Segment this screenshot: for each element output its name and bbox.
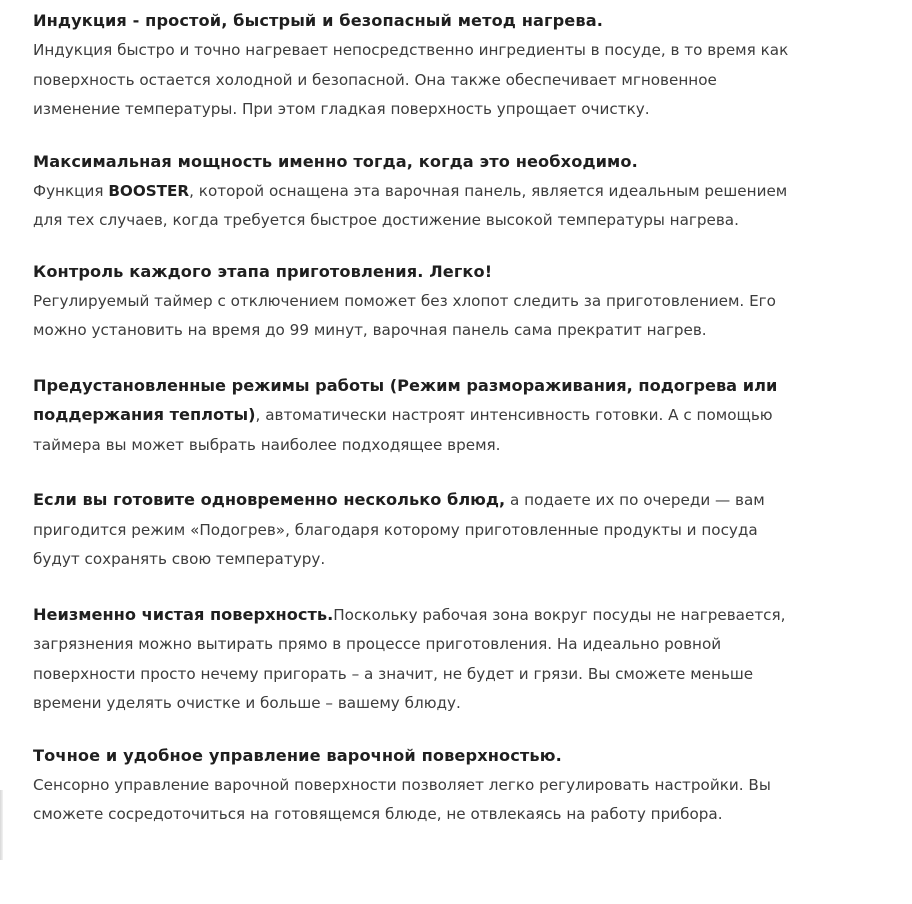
text-fragment: а подаете их по очереди — вам bbox=[505, 491, 765, 509]
text-line: поверхности просто нечему пригорать – а значит, не будет и грязи. Вы сможете меньше bbox=[33, 664, 754, 683]
lead-line: Предустановленные режимы работы (Режим размораживания, подогрева или bbox=[33, 375, 778, 395]
text-fragment: , которой оснащена эта варочная панель, является идеальным решением bbox=[189, 181, 788, 200]
section-heading: Индукция - простой, быстрый и безопасный метод нагрева. bbox=[33, 11, 603, 30]
section-clean-surface bbox=[33, 600, 905, 719]
section-text bbox=[33, 371, 905, 461]
section-heading: Максимальная мощность именно тогда, когда это необходимо. bbox=[33, 151, 638, 171]
text-line: времени уделять очистке и больше – вашему блюду. bbox=[33, 694, 461, 712]
text-line: будут сохранять свою температуру. bbox=[33, 550, 326, 568]
text-fragment: Поскольку рабочая зона вокруг посуды не нагревается, bbox=[333, 605, 786, 624]
text-line bbox=[33, 400, 905, 431]
section-text bbox=[33, 287, 905, 346]
text-line: Сенсорно управление варочной поверхности позволяет легко регулировать настройки. Вы bbox=[33, 775, 771, 794]
text-line: для тех случаев, когда требуется быстрое достижение высокой температуры нагрева. bbox=[33, 211, 739, 229]
section-text bbox=[33, 771, 905, 830]
text-line: Индукция быстро и точно нагревает непосредственно ингредиенты в посуде, в то время как bbox=[33, 41, 789, 59]
section-heading: Контроль каждого этапа приготовления. Легко! bbox=[33, 261, 493, 281]
text-line: пригодится режим «Подогрев», благодаря которому приготовленные продукты и посуда bbox=[33, 520, 758, 539]
text-line: загрязнения можно вытирать прямо в процессе приготовления. На идеально ровной bbox=[33, 635, 722, 653]
section-heading: Точное и удобное управление варочной поверхностью. bbox=[33, 745, 562, 765]
section-text bbox=[33, 600, 905, 719]
text-line: можно установить на время до 99 минут, варочная панель сама прекратит нагрев. bbox=[33, 321, 707, 339]
text-line bbox=[33, 485, 905, 516]
text-line: изменение температуры. При этом гладкая поверхность упрощает очистку. bbox=[33, 100, 650, 118]
text-line: Регулируемый таймер с отключением поможет без хлопот следить за приготовлением. Его bbox=[33, 291, 776, 310]
section-booster bbox=[33, 150, 905, 236]
lead-fragment: поддержания теплоты) bbox=[33, 405, 256, 424]
section-keep-warm bbox=[33, 485, 905, 575]
feature-description bbox=[33, 9, 905, 855]
text-line: таймера вы может выбрать наиболее подходящее время. bbox=[33, 435, 501, 454]
text-fragment: Функция bbox=[33, 181, 109, 200]
lead-fragment: Неизменно чистая поверхность. bbox=[33, 604, 334, 624]
text-line bbox=[33, 177, 905, 207]
section-text bbox=[33, 36, 905, 125]
text-line: сможете сосредоточиться на готовящемся блюде, не отвлекаясь на работу прибора. bbox=[33, 805, 723, 823]
section-preset-modes bbox=[33, 371, 905, 461]
text-fragment: , автоматически настроят интенсивность готовки. А с помощью bbox=[255, 406, 773, 424]
text-line: поверхность остается холодной и безопасной. Она также обеспечивает мгновенное bbox=[33, 70, 717, 89]
section-text bbox=[33, 485, 905, 575]
text-line bbox=[33, 600, 905, 631]
section-induction bbox=[33, 9, 905, 125]
section-text bbox=[33, 177, 905, 236]
section-touch-control bbox=[33, 744, 905, 830]
section-timer bbox=[33, 260, 905, 346]
left-edge-shadow bbox=[0, 790, 3, 860]
booster-term: BOOSTER bbox=[108, 181, 190, 200]
lead-fragment: Если вы готовите одновременно несколько блюд, bbox=[33, 490, 506, 509]
